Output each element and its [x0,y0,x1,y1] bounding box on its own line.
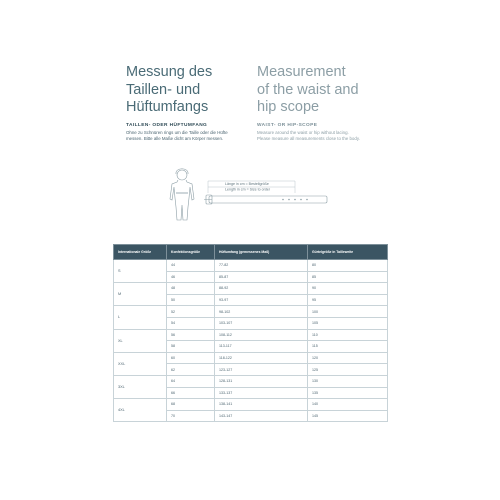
german-title-line: Messung des [126,64,213,80]
belt-size-cell: 125 [308,364,388,376]
hip-circumference-cell: 118-122 [215,352,308,364]
hip-circumference-cell: 88-92 [215,283,308,295]
belt-size-cell: 140 [308,399,388,411]
table-row [114,260,388,272]
table-row [114,283,388,295]
header-hip-circumference: Hüftumfang (gemessenes Maß) [215,245,308,260]
table-row [114,399,388,411]
header-belt-size: Gürtelgröße in Tailleweite [308,245,388,260]
international-size-cell: XL [114,329,167,352]
table-row [114,375,388,387]
international-size-cell: M [114,283,167,306]
german-title-line: Taillen- und [126,81,201,98]
belt-size-cell: 85 [308,271,388,283]
hip-circumference-cell: 108-112 [215,329,308,341]
hip-circumference-cell: 77-82 [215,260,308,272]
english-instruction-line: Please measure all measurements close to the body. [257,136,360,141]
english-title [257,64,379,117]
clothing-size-cell: 60 [167,352,215,364]
hip-circumference-cell: 98-102 [215,306,308,318]
international-size-cell: 3XL [114,375,167,398]
header-clothing-size: Konfektionsgröße [167,245,215,260]
hip-circumference-cell: 138-141 [215,399,308,411]
belt-size-cell: 135 [308,387,388,399]
international-size-cell: L [114,306,167,329]
table-row [114,329,388,341]
measurement-illustration [165,165,335,225]
clothing-size-cell: 62 [167,364,215,376]
german-instruction-line: messen. Bitte alle Maße dicht am Körper messen. [126,136,224,141]
english-title-line: hip scope [257,99,320,115]
clothing-size-cell: 46 [167,271,215,283]
clothing-size-cell: 68 [167,399,215,411]
english-instruction-line: Measure around the waist or hip without lacing. [257,129,349,135]
size-table [113,244,388,422]
international-size-cell: XXL [114,352,167,375]
hip-circumference-cell: 103-107 [215,317,308,329]
table-header-row [114,245,388,260]
hip-circumference-cell: 143-147 [215,410,308,422]
belt-length-note-de: Länge in cm = Bestellgröße [225,182,269,186]
clothing-size-cell: 56 [167,329,215,341]
english-title-line: of the waist and [257,81,359,98]
belt-size-cell: 105 [308,317,388,329]
belt-size-cell: 130 [308,375,388,387]
hip-circumference-cell: 113-117 [215,341,308,353]
table-row [114,306,388,318]
header-international-size: Internationale Größe [114,245,167,260]
german-column [126,64,248,143]
clothing-size-cell: 48 [167,283,215,295]
international-size-cell: S [114,260,167,283]
english-subtitle: WAIST- OR HIP-SCOPE [257,122,318,128]
hip-circumference-cell: 85-87 [215,271,308,283]
german-subtitle: TAILLEN- ODER HÜFTUMFANG [126,122,208,128]
belt-size-cell: 145 [308,410,388,422]
clothing-size-cell: 52 [167,306,215,318]
english-instructions [257,130,379,143]
table-row [114,352,388,364]
belt-size-cell: 120 [308,352,388,364]
german-title [126,64,248,117]
table-body [114,260,388,422]
belt-size-cell: 110 [308,329,388,341]
hip-circumference-cell: 123-127 [215,364,308,376]
belt-size-cell: 100 [308,306,388,318]
hip-circumference-cell: 128-131 [215,375,308,387]
clothing-size-cell: 66 [167,387,215,399]
german-title-line: Hüftumfangs [126,99,209,115]
belt-length-note-en: Length in cm = Size to order [225,187,271,192]
german-instruction-line: Ohne zu Schnüren rings um die Taille oder die Hüfte [126,129,228,135]
clothing-size-cell: 64 [167,375,215,387]
english-column [257,64,379,143]
clothing-size-cell: 70 [167,410,215,422]
belt-size-cell: 95 [308,294,388,306]
body-figure-icon [170,169,194,220]
clothing-size-cell: 58 [167,341,215,353]
english-title-line: Measurement [257,64,346,80]
clothing-size-cell: 54 [167,317,215,329]
international-size-cell: 4XL [114,399,167,422]
belt-size-cell: 80 [308,260,388,272]
clothing-size-cell: 50 [167,294,215,306]
belt-size-cell: 115 [308,341,388,353]
german-instructions [126,130,248,143]
belt-size-cell: 90 [308,283,388,295]
hip-circumference-cell: 133-137 [215,387,308,399]
belt-icon [204,181,327,204]
clothing-size-cell: 44 [167,260,215,272]
hip-circumference-cell: 93-97 [215,294,308,306]
